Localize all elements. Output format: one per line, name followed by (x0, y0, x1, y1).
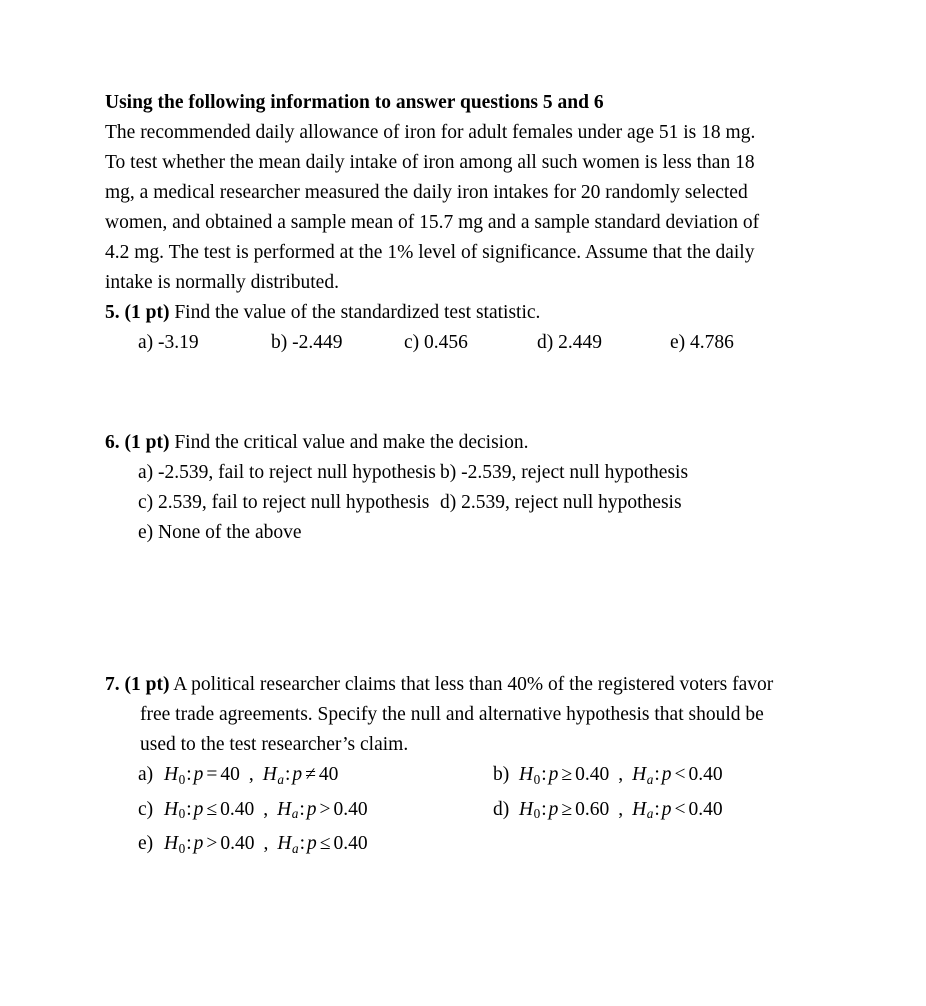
hypothesis-letter-alt: H (277, 798, 292, 820)
parameter-symbol-alt: p (661, 798, 672, 820)
question-5 (105, 298, 865, 358)
intro-line-3: mg, a medical researcher measured the daily iron intakes for 20 randomly selected (105, 182, 748, 203)
hypothesis-separator: , (618, 764, 624, 785)
alt-operator: ≤ (319, 833, 331, 855)
parameter-symbol-alt: p (292, 764, 303, 785)
intro-line-5: 4.2 mg. The test is performed at the 1% level of significance. Assume that the daily (105, 242, 755, 263)
intro-line-4: women, and obtained a sample mean of 15.7 mg and a sample standard deviation of (105, 212, 760, 233)
question-5-option-b[interactable]: b) -2.449 (271, 332, 343, 353)
alt-value: 40 (318, 764, 339, 785)
hypothesis-letter: H (519, 764, 534, 785)
intro-heading: Using the following information to answer questions 5 and 6 (105, 92, 604, 113)
question-7-option-c-label: c) (138, 798, 154, 820)
question-6-option-row-1 (138, 458, 865, 488)
alt-subscript: a (291, 806, 299, 822)
alt-subscript: a (291, 841, 299, 857)
hypothesis-letter-alt: H (632, 764, 647, 785)
question-5-option-c[interactable]: c) 0.456 (404, 332, 468, 353)
intro-block (105, 88, 865, 298)
alt-subscript: a (646, 771, 654, 787)
question-5-options (138, 328, 865, 358)
question-7-option-a[interactable]: a) H0: p = 40 , $H_a$: p ≠ 40 (138, 760, 493, 795)
question-7-points: (1 pt) (124, 674, 170, 695)
hypothesis-letter-alt: H (632, 798, 647, 820)
question-7-number: 7. (105, 674, 120, 695)
question-5-heading (105, 298, 865, 328)
question-5-points: (1 pt) (124, 302, 170, 323)
hypothesis-separator: , (618, 798, 624, 820)
hypothesis-letter: H (164, 764, 179, 785)
alt-value: 0.40 (333, 833, 368, 855)
question-7-option-d-label: d) (493, 798, 510, 820)
question-6-option-d[interactable]: d) 2.539, reject null hypothesis (440, 492, 682, 513)
null-value: 0.40 (220, 833, 255, 855)
null-subscript: 0 (178, 771, 186, 787)
null-value: 0.40 (220, 798, 255, 820)
question-7-prompt-line-3: used to the test researcher’s claim. (140, 734, 409, 755)
intro-line-2: To test whether the mean daily intake of iron among all such women is less than 18 (105, 152, 755, 173)
spacer-after-question-5 (105, 358, 865, 428)
parameter-symbol: p (548, 764, 559, 785)
hypothesis-letter: H (164, 833, 179, 855)
question-6-option-a[interactable]: a) -2.539, fail to reject null hypothesis (138, 462, 436, 483)
question-6-points: (1 pt) (124, 432, 170, 453)
hypothesis-separator: , (263, 833, 269, 855)
question-6-heading (105, 428, 865, 458)
question-5-option-e[interactable]: e) 4.786 (670, 332, 734, 353)
null-operator: ≤ (206, 798, 218, 820)
null-value: 0.40 (575, 764, 610, 785)
question-7-option-b[interactable]: b) H0: p ≥ 0.40 , $H_a$: p < 0.40 (493, 760, 723, 795)
question-7-prompt-line-2: free trade agreements. Specify the null and alternative hypothesis that should be (140, 704, 764, 725)
question-6-option-e[interactable]: e) None of the above (138, 522, 302, 543)
parameter-symbol: p (193, 798, 204, 820)
alt-operator: ≠ (305, 764, 316, 785)
alt-subscript: a (277, 771, 284, 787)
hypothesis-letter-alt: H (277, 833, 292, 855)
question-5-number: 5. (105, 302, 120, 323)
question-6-options (138, 458, 865, 548)
parameter-symbol-alt: p (661, 764, 672, 785)
null-value: 0.60 (575, 798, 610, 820)
hypothesis-letter-alt: H (262, 764, 277, 785)
question-6-number: 6. (105, 432, 120, 453)
question-6-prompt: Find the critical value and make the decision. (174, 432, 529, 453)
alt-subscript: a (646, 806, 654, 822)
null-subscript: 0 (178, 806, 186, 822)
null-operator: ≥ (561, 798, 573, 820)
question-6-option-row-2 (138, 488, 865, 518)
question-5-option-a[interactable]: a) -3.19 (138, 332, 199, 353)
alt-value: 0.40 (333, 798, 368, 820)
alt-value: 0.40 (688, 764, 723, 785)
hypothesis-separator: , (263, 798, 269, 820)
intro-line-6: intake is normally distributed. (105, 272, 339, 293)
question-7 (105, 670, 865, 864)
question-7-prompt-line-1: A political researcher claims that less than 40% of the registered voters favor (173, 674, 774, 695)
hypothesis-letter: H (164, 798, 179, 820)
alt-operator: < (674, 798, 686, 820)
question-6-option-c[interactable]: c) 2.539, fail to reject null hypothesis (138, 492, 430, 513)
parameter-symbol: p (193, 833, 204, 855)
question-7-option-row-2 (138, 795, 865, 830)
alt-operator: > (319, 798, 331, 820)
worksheet-page (105, 88, 865, 864)
alt-operator: < (674, 764, 686, 785)
null-subscript: 0 (533, 806, 541, 822)
question-7-heading (105, 670, 865, 700)
parameter-symbol: p (548, 798, 559, 820)
question-5-prompt: Find the value of the standardized test statistic. (174, 302, 541, 323)
question-7-option-row-1 (138, 760, 865, 795)
question-7-option-b-label: b) (493, 764, 510, 785)
null-operator: ≥ (561, 764, 573, 785)
question-7-option-c[interactable]: c) H0: p ≤ 0.40 , $H_a$: p > 0.40 (138, 795, 493, 830)
null-operator: = (206, 764, 218, 785)
hypothesis-separator: , (248, 764, 254, 785)
spacer-after-question-6 (105, 548, 865, 670)
null-subscript: 0 (533, 771, 541, 787)
null-subscript: 0 (178, 841, 186, 857)
question-7-option-a-label: a) (138, 764, 154, 785)
alt-value: 0.40 (688, 798, 723, 820)
parameter-symbol: p (193, 764, 204, 785)
null-value: 40 (220, 764, 240, 785)
question-6 (105, 428, 865, 548)
question-7-option-d[interactable]: d) H0: p ≥ 0.60 , $H_a$: p < 0.40 (493, 795, 723, 830)
parameter-symbol-alt: p (306, 798, 317, 820)
null-operator: > (206, 833, 218, 855)
parameter-symbol-alt: p (307, 833, 317, 855)
intro-line-1: The recommended daily allowance of iron for adult females under age 51 is 18 mg. (105, 122, 756, 143)
hypothesis-letter: H (519, 798, 534, 820)
question-5-option-d[interactable]: d) 2.449 (537, 332, 602, 353)
question-7-option-e-label: e) (138, 833, 154, 855)
question-7-option-e[interactable]: e) H0: p > 0.40 , $H_a$: p ≤ 0.40 (138, 829, 865, 864)
question-7-options (138, 760, 865, 864)
question-6-option-b[interactable]: b) -2.539, reject null hypothesis (440, 462, 689, 483)
